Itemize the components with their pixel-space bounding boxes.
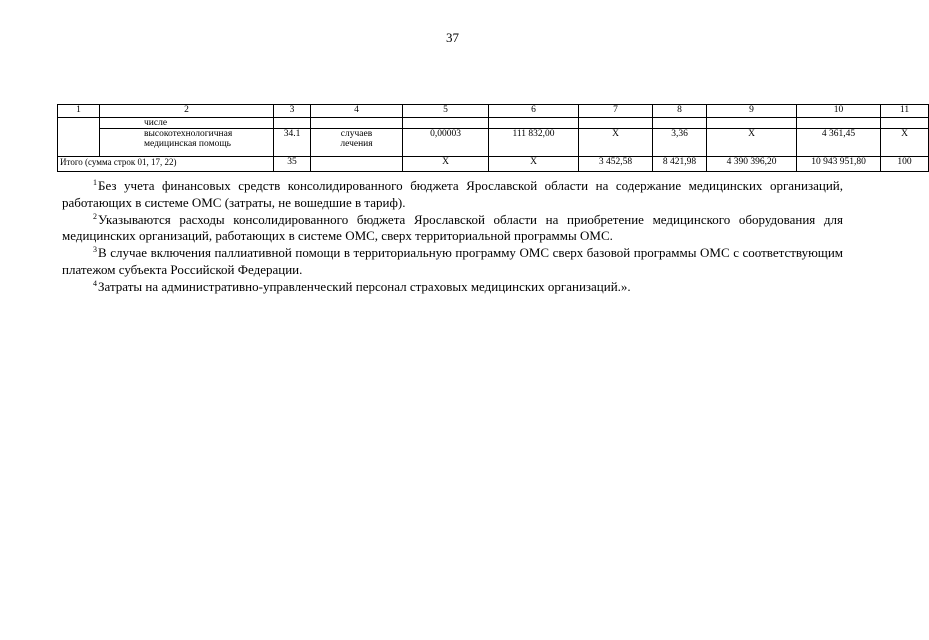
- footnote-mark: 3: [93, 245, 97, 255]
- column-number: 5: [403, 105, 489, 118]
- column-number: 9: [707, 105, 797, 118]
- table-cell: 100: [881, 157, 929, 172]
- table-cell: Х: [489, 157, 579, 172]
- row-number: 34.1: [274, 129, 311, 157]
- table-cell: Х: [403, 157, 489, 172]
- footnote-text: Указываются расходы консолидированного бюджета Ярославской области на приобретение медицинского оборудования для медицинских организаций, работающих в системе ОМС, сверх территориальной программы ОМС.: [62, 211, 843, 244]
- column-number: 11: [881, 105, 929, 118]
- footnote-text: В случае включения паллиативной помощи в территориальную программу ОМС сверх базовой программы ОМС с соответствующим платежом субъекта Российской Федерации.: [62, 245, 843, 277]
- cost-cell: 111 832,00: [489, 129, 579, 157]
- footnotes: [62, 178, 843, 296]
- table-cell-empty: [797, 118, 881, 129]
- footnote-mark: 4: [93, 278, 97, 288]
- unit-line: лечения: [340, 139, 373, 149]
- footnote: [62, 178, 843, 212]
- row-name-line: числе: [100, 118, 274, 129]
- footnote-mark: 2: [93, 211, 97, 221]
- table-cell-empty: [881, 118, 929, 129]
- table-cell: 4 390 396,20: [707, 157, 797, 172]
- table-cell-empty: [274, 118, 311, 129]
- column-number: 6: [489, 105, 579, 118]
- footnote: [62, 245, 843, 279]
- volume-cell: 0,00003: [403, 129, 489, 157]
- unit-cell: [311, 157, 403, 172]
- table-cell-empty: [489, 118, 579, 129]
- table-cell: Х: [707, 129, 797, 157]
- table-cell: 4 361,45: [797, 129, 881, 157]
- table-cell: Х: [881, 129, 929, 157]
- footnote: [62, 212, 843, 246]
- table-cell-empty: [58, 118, 100, 157]
- footnote-text: Затраты на административно-управленческий персонал страховых медицинских организаций.».: [98, 278, 631, 294]
- table-cell-empty: [707, 118, 797, 129]
- row-number: 35: [274, 157, 311, 172]
- column-number: 3: [274, 105, 311, 118]
- row-name-line: медицинская помощь: [144, 139, 231, 149]
- footnote-text: Без учета финансовых средств консолидированного бюджета Ярославской области на содержание медицинских организаций, работающих в системе ОМС (затраты, не вошедшие в тариф).: [62, 178, 843, 210]
- unit-cell: [311, 129, 403, 157]
- table-row-hightech: [58, 129, 929, 157]
- table-cell: 10 943 951,80: [797, 157, 881, 172]
- column-number-row: [58, 105, 929, 118]
- page-number: 37: [446, 30, 459, 45]
- table-cell-empty: [311, 118, 403, 129]
- data-table: [57, 104, 929, 172]
- column-number: 2: [100, 105, 274, 118]
- footnote-mark: 1: [93, 178, 97, 187]
- column-number: 8: [653, 105, 707, 118]
- table-cell: Х: [579, 129, 653, 157]
- column-number: 4: [311, 105, 403, 118]
- row-name-line: высокотехнологичная: [144, 129, 233, 139]
- table-cell: 3,36: [653, 129, 707, 157]
- total-label: Итого (сумма строк 01, 17, 22): [58, 157, 274, 172]
- table-row-total: [58, 157, 929, 172]
- column-number: 10: [797, 105, 881, 118]
- column-number: 1: [58, 105, 100, 118]
- table-cell-empty: [653, 118, 707, 129]
- row-name: [100, 129, 274, 157]
- footnote: [62, 279, 843, 296]
- table-cell: 8 421,98: [653, 157, 707, 172]
- table-cell-empty: [579, 118, 653, 129]
- column-number: 7: [579, 105, 653, 118]
- table-cell: 3 452,58: [579, 157, 653, 172]
- unit-line: случаев: [340, 129, 373, 139]
- table-row-continuation: [58, 118, 929, 129]
- table-cell-empty: [403, 118, 489, 129]
